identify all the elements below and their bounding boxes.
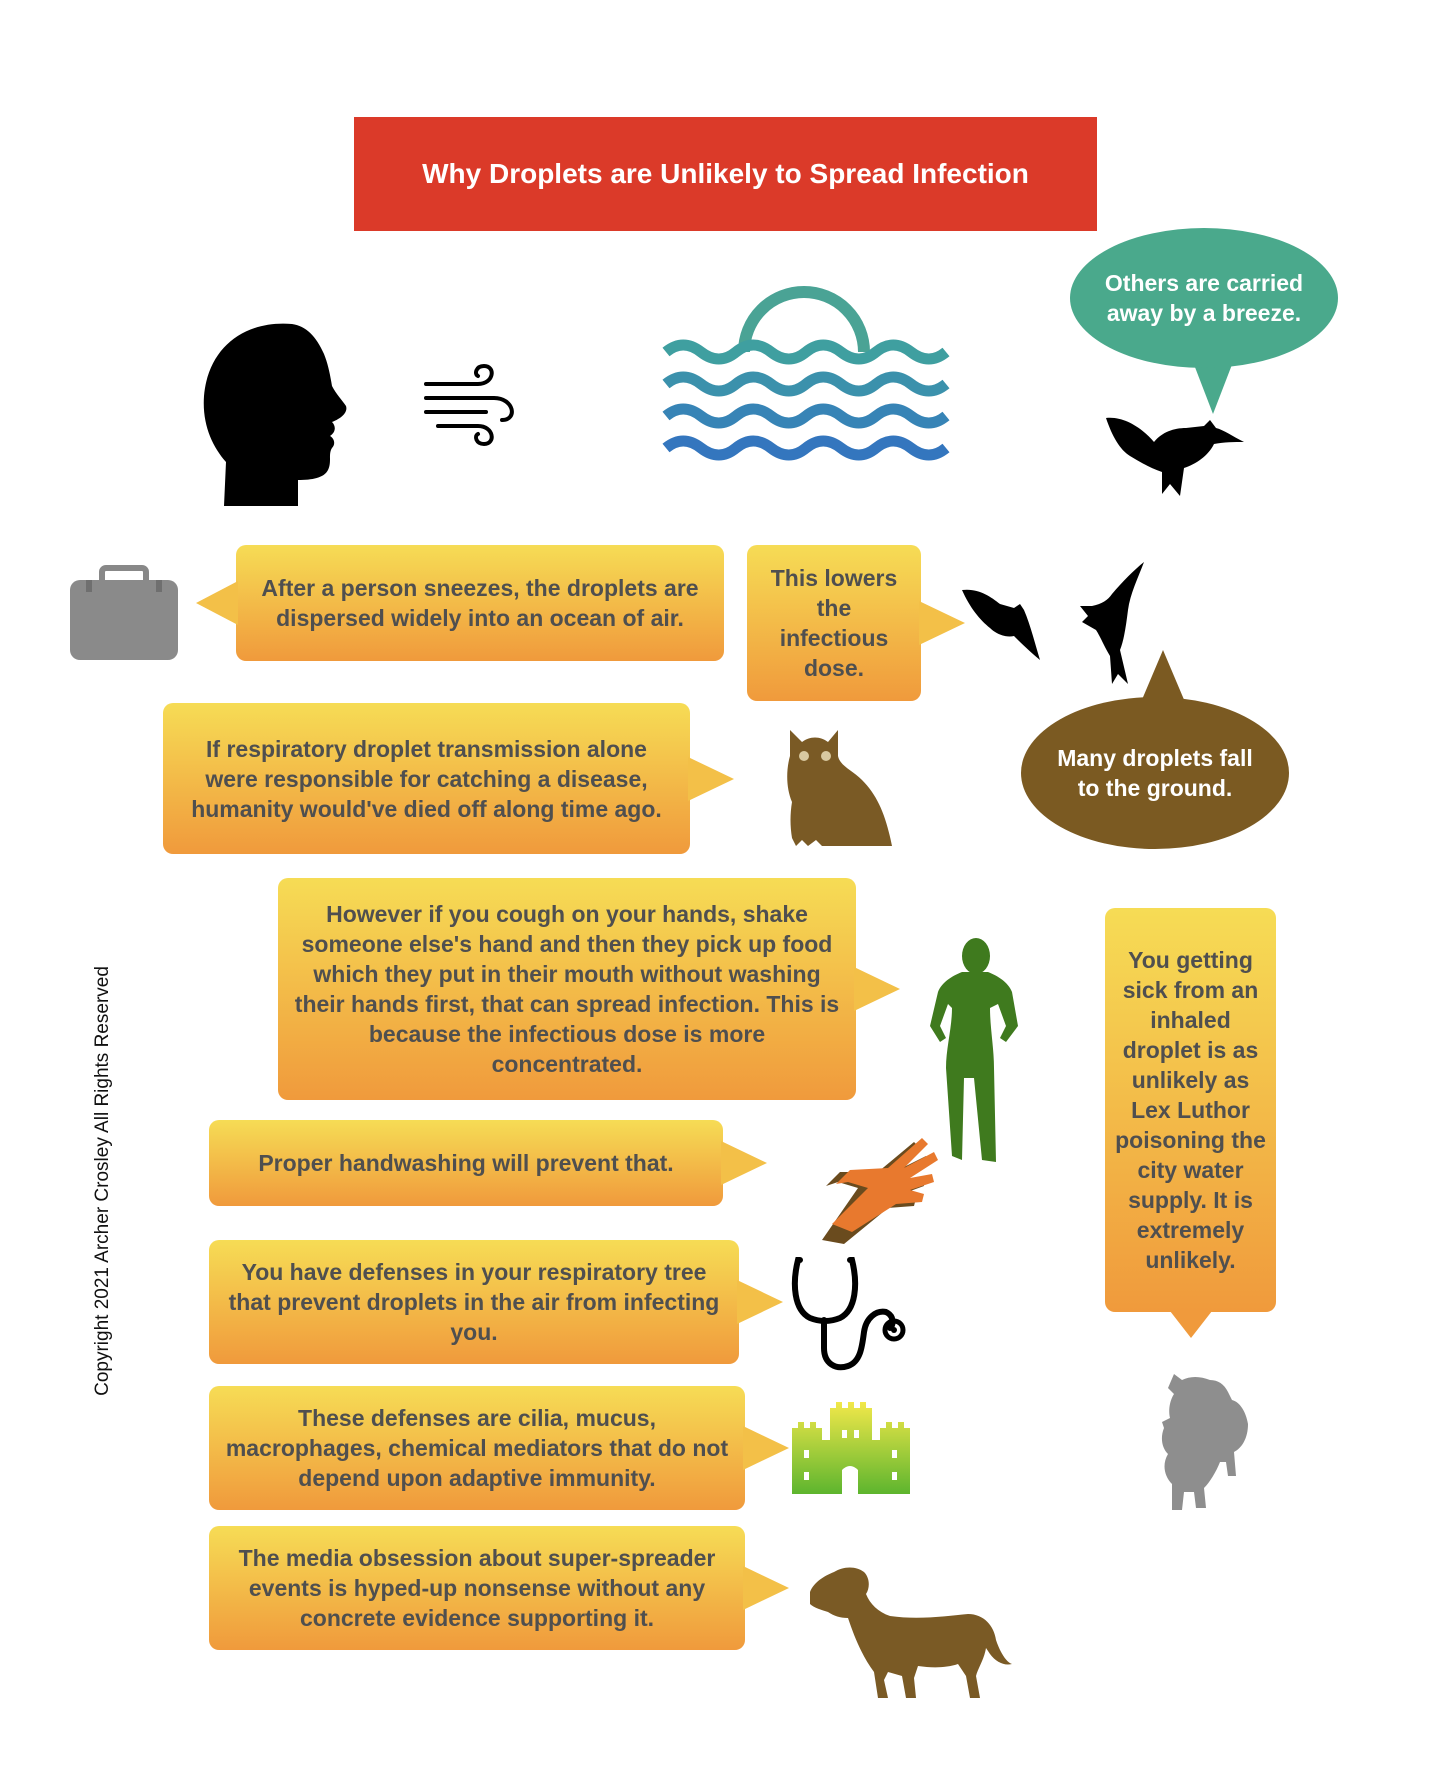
lowers-box [747,545,921,701]
sneeze-text: After a person sneezes, the droplets are dispersed widely into an ocean of air. [261,575,699,631]
respiratory-text: If respiratory droplet transmission alone were responsible for catching a disease, humanity would've died off along time ago. [191,735,662,822]
head-icon [200,320,360,506]
copyright-text: Copyright 2021 Archer Crosley All Rights Reserved [92,966,113,1396]
lexluthor-box [1105,908,1276,1312]
cilia-text: These defenses are cilia, mucus, macrophages, chemical mediators that do not depend upon adaptive immunity. [225,1405,729,1491]
media-text: The media obsession about super-spreader events is hyped-up nonsense without any concrete evidence supporting it. [238,1545,716,1631]
breeze-bubble-text: Others are carried away by a breeze. [1104,270,1304,326]
briefcase-icon [68,566,180,662]
media-box [209,1526,745,1650]
stethoscope-icon [790,1254,906,1374]
wind-icon [424,362,524,448]
bird-icon [1104,406,1246,498]
ground-bubble [1021,697,1289,849]
bird-icon [960,584,1042,662]
lowers-text: This lowers the infectious dose. [770,565,898,681]
owl-icon [782,726,894,848]
respiratory-box [163,703,690,854]
ground-bubble-tail [1141,650,1185,702]
hands-icon [818,1128,942,1244]
defenses-text: You have defenses in your respiratory tree that prevent droplets in the air from infecting you. [228,1259,720,1345]
page-title: Why Droplets are Unlikely to Spread Infection [354,117,1097,231]
elephant-icon [1160,1372,1250,1512]
sneeze-box [236,545,724,661]
cilia-box [209,1386,745,1510]
defenses-box [209,1240,739,1364]
castle-icon [790,1400,912,1496]
cough-box [278,878,856,1100]
breeze-bubble [1070,228,1338,368]
ocean-sun-icon [664,282,946,478]
lexluthor-text: You getting sick from an inhaled droplet is as unlikely as Lex Luthor poisoning the city water supply. It is extremely unlikely. [1115,947,1266,1273]
cough-text: However if you cough on your hands, shake someone else's hand and then they pick up food which they put in their mouth without washing their hands first, that can spread infection. This is because the infectious dose is more concentrated. [294,901,840,1077]
ground-bubble-text: Many droplets fall to the ground. [1057,745,1253,801]
bird-icon [1078,560,1148,686]
handwashing-box [209,1120,723,1206]
woman-icon [928,938,1022,1164]
dog-icon [808,1564,1014,1700]
handwashing-text: Proper handwashing will prevent that. [258,1150,674,1176]
